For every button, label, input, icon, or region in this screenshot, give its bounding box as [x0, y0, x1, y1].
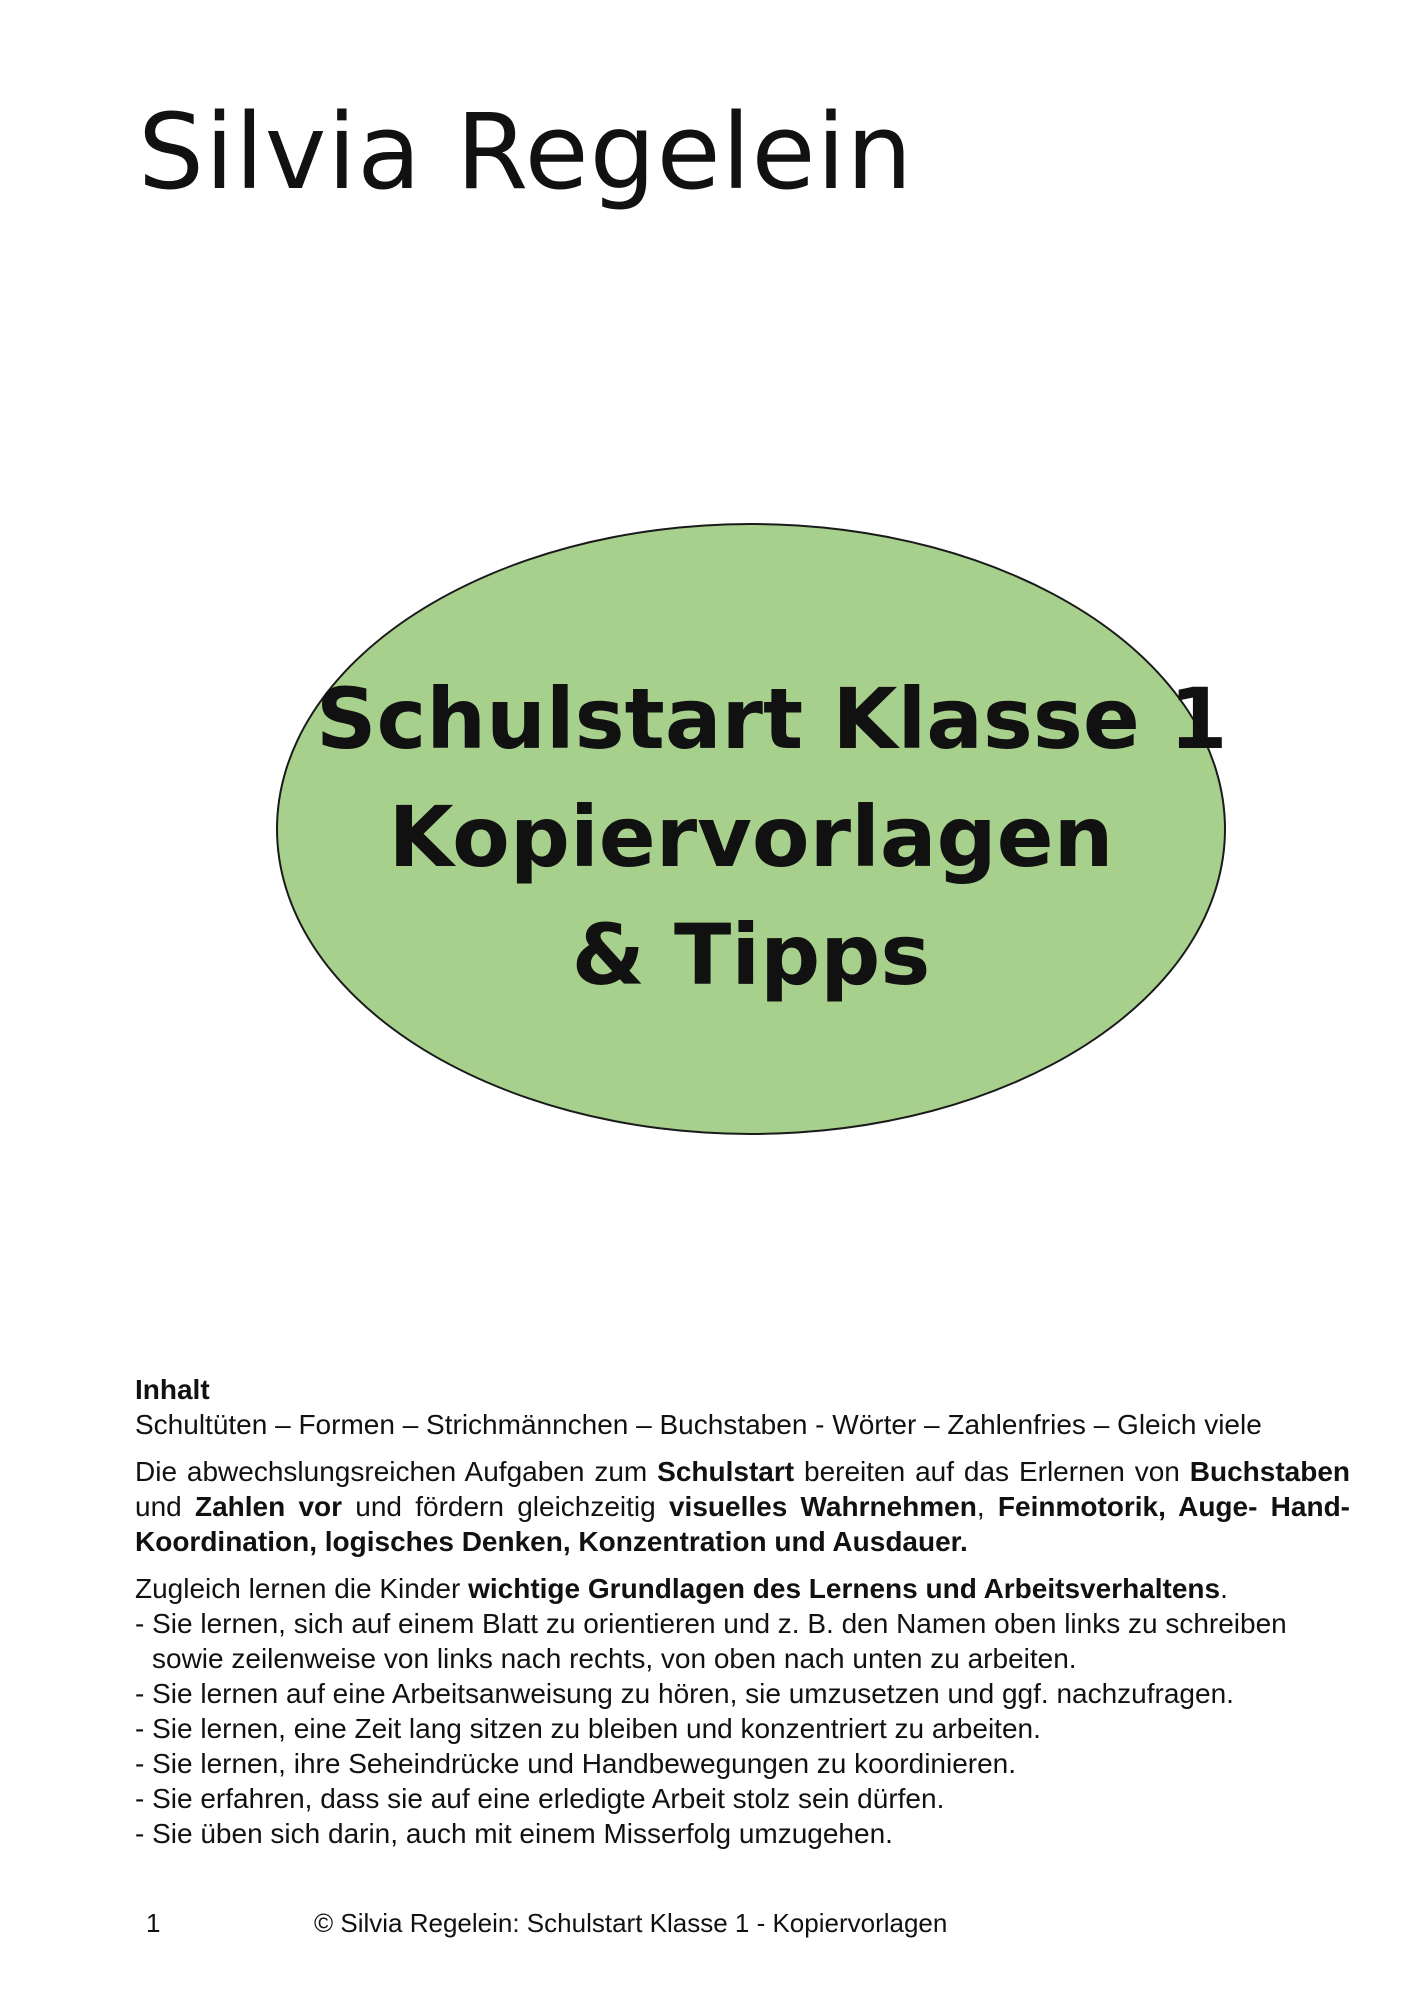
learning-bold: wichtige Grundlagen des Lernens und Arbeitsverhaltens: [468, 1573, 1221, 1604]
title-line-2: Kopiervorlagen: [388, 788, 1114, 886]
contents-heading: Inhalt: [135, 1374, 210, 1405]
intro-paragraph: [135, 1454, 1350, 1559]
author-name: Silvia Regelein: [138, 91, 914, 213]
learning-text: .: [1220, 1573, 1228, 1604]
learning-text: Zugleich lernen die Kinder: [135, 1573, 469, 1604]
intro-text: und fördern gleichzeitig: [342, 1491, 669, 1522]
content-section: [135, 1372, 1350, 1851]
intro-bold: visuelles Wahrnehmen: [668, 1491, 977, 1522]
intro-bold: Schulstart: [657, 1456, 795, 1487]
learning-list: [135, 1606, 1350, 1851]
title-line-3: & Tipps: [571, 906, 931, 1004]
intro-text: bereiten auf das Erlernen von: [794, 1456, 1190, 1487]
copyright-notice: © Silvia Regelein: Schulstart Klasse 1 - Kopiervorlagen: [314, 1908, 948, 1938]
learning-paragraph: [135, 1571, 1350, 1606]
intro-text: ,: [976, 1491, 998, 1522]
intro-text: und: [135, 1491, 195, 1522]
page-number: 1: [146, 1908, 161, 1938]
contents-list: Schultüten – Formen – Strichmännchen – Buchstaben - Wörter – Zahlenfries – Gleich viele: [135, 1409, 1262, 1440]
intro-bold: Zahlen vor: [194, 1491, 343, 1522]
list-item: - Sie lernen, ihre Seheindrücke und Handbewegungen zu koordinieren.: [135, 1748, 1017, 1779]
list-item: - Sie üben sich darin, auch mit einem Misserfolg umzugehen.: [135, 1818, 893, 1849]
intro-bold: Feinmotorik, Auge- Hand-Koordination, logisches Denken, Konzentration und Ausdauer.: [135, 1491, 1351, 1557]
list-item: - Sie lernen auf eine Arbeitsanweisung zu hören, sie umzusetzen und ggf. nachzufragen.: [135, 1678, 1234, 1709]
list-item: - Sie lernen, eine Zeit lang sitzen zu bleiben und konzentriert zu arbeiten.: [135, 1713, 1041, 1744]
list-item: - Sie erfahren, dass sie auf eine erledigte Arbeit stolz sein dürfen.: [135, 1783, 945, 1814]
intro-text: Die abwechslungsreichen Aufgaben zum: [135, 1456, 658, 1487]
title-line-1: Schulstart Klasse 1: [316, 670, 1228, 768]
document-title: [276, 660, 1226, 1014]
list-item: - Sie lernen, sich auf einem Blatt zu orientieren und z. B. den Namen oben links zu schreiben sowie zeilenweise von links nach rechts, von oben nach unten zu arbeiten.: [135, 1608, 1287, 1674]
intro-bold: Buchstaben: [1189, 1456, 1350, 1487]
